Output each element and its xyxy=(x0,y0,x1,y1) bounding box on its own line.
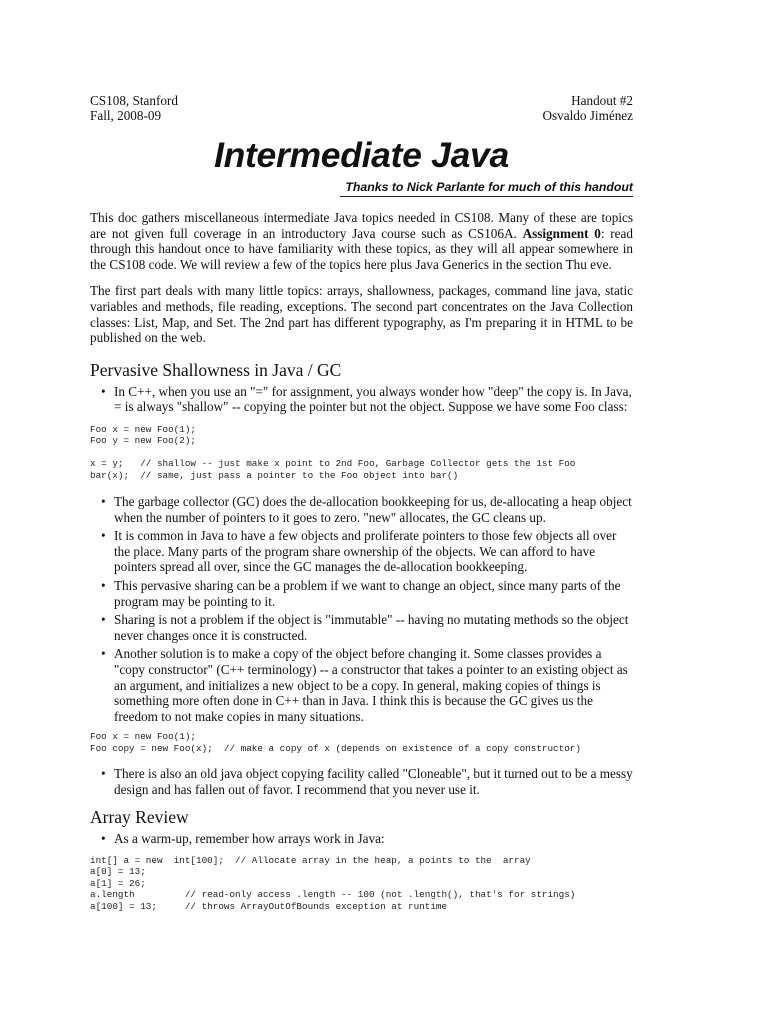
intro-paragraph-2: The first part deals with many little topics: arrays, shallowness, packages, command line java, static variables and methods, file reading, exceptions. The second part concentrates on the Java Collection classes: List, Map, and Set. The 2nd part has different typography, as I'm preparing it in HTML to be published on the web. xyxy=(90,283,633,346)
shallowness-bullet-list-2 xyxy=(90,494,633,724)
bullet-icon: • xyxy=(101,493,106,509)
shallowness-bullet-list-3 xyxy=(90,766,633,797)
list-item-text: Another solution is to make a copy of the object before changing it. Some classes provides a "copy constructor" (C++ terminology) -- a constructor that takes a pointer to an existing object as an argument, and initializes a new object to be a copy. In general, making copies of things is something more often done in C++ than in Java. I think this is because the GC gives us the freedom to not make copies in many situations. xyxy=(114,646,628,724)
code-block-shallow-copy: Foo x = new Foo(1); Foo y = new Foo(2); x = y; // shallow -- just make x point to 2nd Foo, Garbage Collector gets the 1st Foo bar(x); // same, just pass a pointer to the Foo object into bar() xyxy=(90,423,576,481)
list-item xyxy=(90,494,633,525)
header-row xyxy=(90,93,633,123)
list-item xyxy=(90,766,633,797)
intro-text-start: This doc gathers miscellaneous intermediate Java topics needed in CS108. Many of these are topics are not given full coverage in an introductory Java course such as CS106A. xyxy=(90,210,633,241)
list-item xyxy=(90,612,633,643)
list-item-text: In C++, when you use an "=" for assignment, you always wonder how "deep" the copy is. In Java, = is always "shallow" -- copying the pointer but not the object. Suppose we have some Foo class: xyxy=(114,383,632,415)
section-heading-shallowness: Pervasive Shallowness in Java / GC xyxy=(90,359,342,380)
list-item xyxy=(90,646,633,724)
bullet-icon: • xyxy=(101,383,106,399)
author-name: Osvaldo Jiménez xyxy=(542,108,633,123)
list-item xyxy=(90,528,633,575)
assignment-label: Assignment 0 xyxy=(522,225,601,241)
list-item xyxy=(90,831,633,847)
bullet-icon: • xyxy=(101,766,106,782)
term-label: Fall, 2008-09 xyxy=(90,108,162,123)
bullet-icon: • xyxy=(101,528,106,544)
list-item-text: It is common in Java to have a few objects and proliferate pointers to those few objects all over the place. Many parts of the program share ownership of the objects. We can afford to have pointers spread all over, since the GC manages the de-allocation bookkeeping. xyxy=(114,528,617,575)
code-block-copy-constructor: Foo x = new Foo(1); Foo copy = new Foo(x); // make a copy of x (depends on existence of a copy constructor) xyxy=(90,731,581,754)
list-item-text: There is also an old java object copying facility called "Cloneable", but it turned out to be a messy design and has fallen out of favor. I recommend that you never use it. xyxy=(114,766,633,797)
acknowledgement-line: Thanks to Nick Parlante for much of this handout xyxy=(340,180,633,197)
list-item-text: The garbage collector (GC) does the de-allocation bookkeeping for us, de-allocating a heap object when the number of pointers to it goes to zero. "new" allocates, the GC cleans up. xyxy=(114,493,632,525)
section-heading-array-review: Array Review xyxy=(90,807,189,828)
array-bullet-list xyxy=(90,831,633,847)
list-item-text: Sharing is not a problem if the object is "immutable" -- having no mutating methods so the object never changes once it is constructed. xyxy=(114,612,629,643)
header-right xyxy=(543,93,633,123)
handout-number: Handout #2 xyxy=(571,93,633,108)
bullet-icon: • xyxy=(101,612,106,628)
course-label: CS108, Stanford xyxy=(90,93,178,108)
intro-text-end: : read through this handout once to have familiarity with these topics, as they will all appear somewhere in the CS108 code. We will review a few of the topics here plus Java Generics in the section Thu eve. xyxy=(90,225,633,272)
bullet-icon: • xyxy=(101,646,106,662)
list-item-text: This pervasive sharing can be a problem if we want to change an object, since many parts of the program may be pointing to it. xyxy=(114,577,621,609)
list-item xyxy=(90,578,633,609)
intro-paragraph-1 xyxy=(90,210,633,272)
list-item-text: As a warm-up, remember how arrays work in Java: xyxy=(114,831,385,847)
document-title: Intermediate Java xyxy=(214,135,509,175)
shallowness-bullet-list-1 xyxy=(90,384,633,415)
list-item xyxy=(90,384,633,415)
document-page xyxy=(90,93,633,912)
header-left xyxy=(90,93,178,123)
bullet-icon: • xyxy=(101,831,106,847)
code-block-array: int[] a = new int[100]; // Allocate array in the heap, a points to the array a[0] = 13; a[1] = 26; a.length // read-only access .length -- 100 (not .length(), that's for strings) a[100] = 13; // throws ArrayOutOfBounds exception at runtime xyxy=(90,854,576,912)
bullet-icon: • xyxy=(101,577,106,593)
